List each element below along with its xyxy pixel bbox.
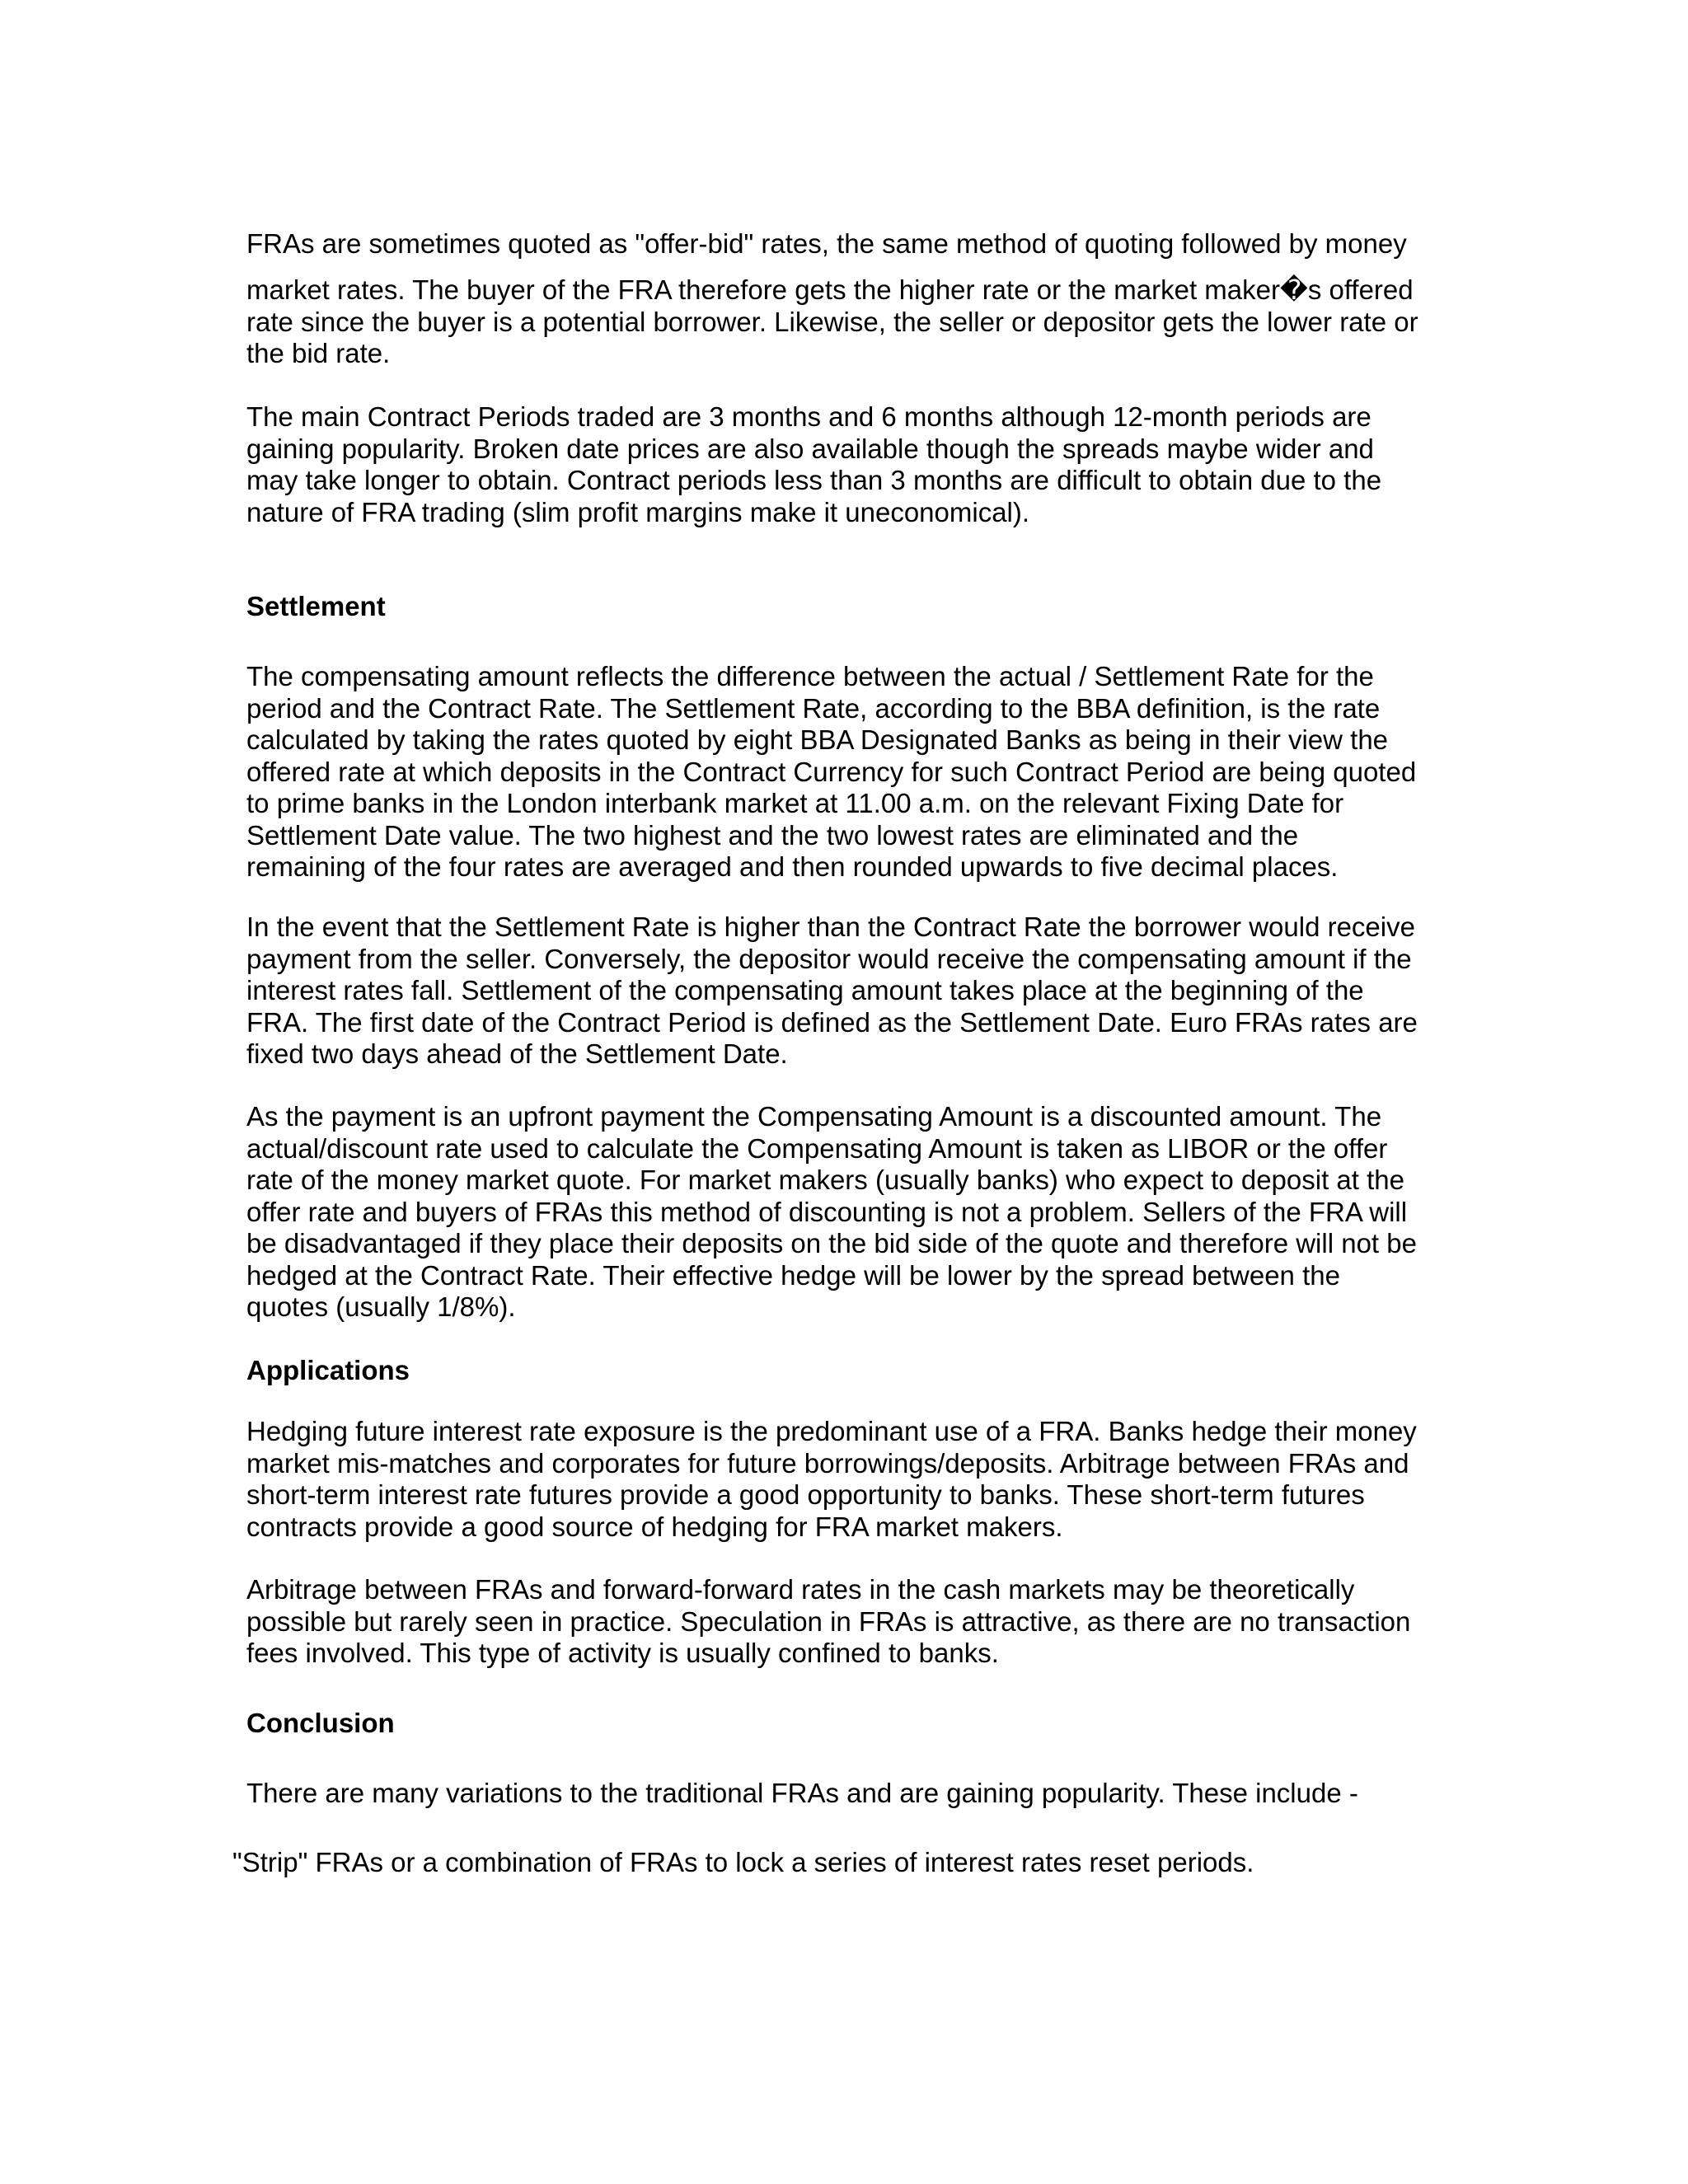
text-line: fixed two days ahead of the Settlement Date. — [246, 1038, 788, 1069]
conclusion-paragraph — [246, 1778, 1358, 1810]
text-line: Arbitrage between FRAs and forward-forward rates in the cash markets may be theoretically — [246, 1574, 1355, 1605]
text-line: Hedging future interest rate exposure is the predominant use of a FRA. Banks hedge their money — [246, 1416, 1417, 1446]
text-line: In the event that the Settlement Rate is higher than the Contract Rate the borrower would receive — [246, 912, 1415, 942]
text-line: remaining of the four rates are averaged and then rounded upwards to five decimal places. — [246, 851, 1339, 882]
text-line: fees involved. This type of activity is usually confined to banks. — [246, 1638, 999, 1668]
conclusion-heading: Conclusion — [246, 1708, 395, 1738]
strip-fras-line — [232, 1847, 1254, 1879]
text-line: Settlement Date value. The two highest and the two lowest rates are eliminated and the — [246, 819, 1299, 851]
text-line: gaining popularity. Broken date prices are also available though the spreads maybe wider and — [246, 433, 1374, 464]
text-line: interest rates fall. Settlement of the compensating amount takes place at the beginning of the — [246, 975, 1364, 1005]
text-line: "Strip" FRAs or a combination of FRAs to lock a series of interest rates reset periods. — [232, 1847, 1254, 1877]
text-line: possible but rarely seen in practice. Speculation in FRAs is attractive, as there are no transaction — [246, 1605, 1411, 1637]
text-line: contracts provide a good source of hedging for FRA market makers. — [246, 1511, 1063, 1542]
applications-paragraph-2 — [246, 1574, 1410, 1670]
text-line: be disadvantaged if they place their deposits on the bid side of the quote and therefore will not be — [246, 1228, 1417, 1258]
text-line: payment from the seller. Conversely, the depositor would receive the compensating amount if the — [246, 943, 1412, 974]
text-line: rate since the buyer is a potential borrower. Likewise, the seller or depositor gets the lower rate or — [246, 306, 1418, 337]
text-line: period and the Contract Rate. The Settlement Rate, according to the BBA definition, is the rate — [246, 692, 1381, 724]
text-line: the bid rate. — [246, 338, 391, 368]
text-line: The compensating amount reflects the difference between the actual / Settlement Rate for the — [246, 661, 1374, 691]
text-line: may take longer to obtain. Contract periods less than 3 months are difficult to obtain due to the — [246, 465, 1382, 495]
text-line: short-term interest rate futures provide a good opportunity to banks. These short-term futures — [246, 1479, 1365, 1510]
text-line: There are many variations to the traditional FRAs and are gaining popularity. These include - — [246, 1778, 1358, 1808]
intro-first-line — [246, 228, 1407, 260]
settlement-heading: Settlement — [246, 591, 386, 621]
text-line: hedged at the Contract Rate. Their effective hedge will be lower by the spread between the — [246, 1259, 1340, 1291]
text-line: actual/discount rate used to calculate the Compensating Amount is taken as LIBOR or the offer — [246, 1132, 1388, 1164]
applications-heading: Applications — [246, 1355, 410, 1385]
text-line: offer rate and buyers of FRAs this method of discounting is not a problem. Sellers of the FRA will — [246, 1196, 1408, 1227]
settlement-paragraph-2 — [246, 912, 1418, 1071]
settlement-paragraph-3 — [246, 1101, 1417, 1324]
intro-paragraph — [246, 274, 1418, 370]
text-line: As the payment is an upfront payment the Compensating Amount is a discounted amount. The — [246, 1101, 1382, 1132]
text-line: calculated by taking the rates quoted by eight BBA Designated Banks as being in their view the — [246, 724, 1389, 755]
text-line: FRAs are sometimes quoted as "offer-bid" rates, the same method of quoting followed by money — [246, 228, 1407, 259]
text-line: quotes (usually 1/8%). — [246, 1291, 516, 1322]
text-line: nature of FRA trading (slim profit margins make it uneconomical). — [246, 496, 1030, 527]
text-line: market rates. The buyer of the FRA therefore gets the higher rate or the market maker�s offered — [246, 274, 1414, 305]
settlement-paragraph-1 — [246, 661, 1416, 883]
text-line: The main Contract Periods traded are 3 months and 6 months although 12-month periods are — [246, 401, 1372, 432]
text-line: to prime banks in the London interbank market at 11.00 a.m. on the relevant Fixing Date for — [246, 788, 1344, 818]
text-line: FRA. The first date of the Contract Period is defined as the Settlement Date. Euro FRAs rates are — [246, 1006, 1418, 1038]
applications-paragraph-1 — [246, 1416, 1417, 1543]
text-line: market mis-matches and corporates for future borrowings/deposits. Arbitrage between FRAs and — [246, 1447, 1409, 1479]
text-line: rate of the money market quote. For market makers (usually banks) who expect to deposit at the — [246, 1165, 1404, 1195]
contract-periods-paragraph — [246, 401, 1381, 528]
text-line: offered rate at which deposits in the Contract Currency for such Contract Period are being quoted — [246, 756, 1417, 787]
